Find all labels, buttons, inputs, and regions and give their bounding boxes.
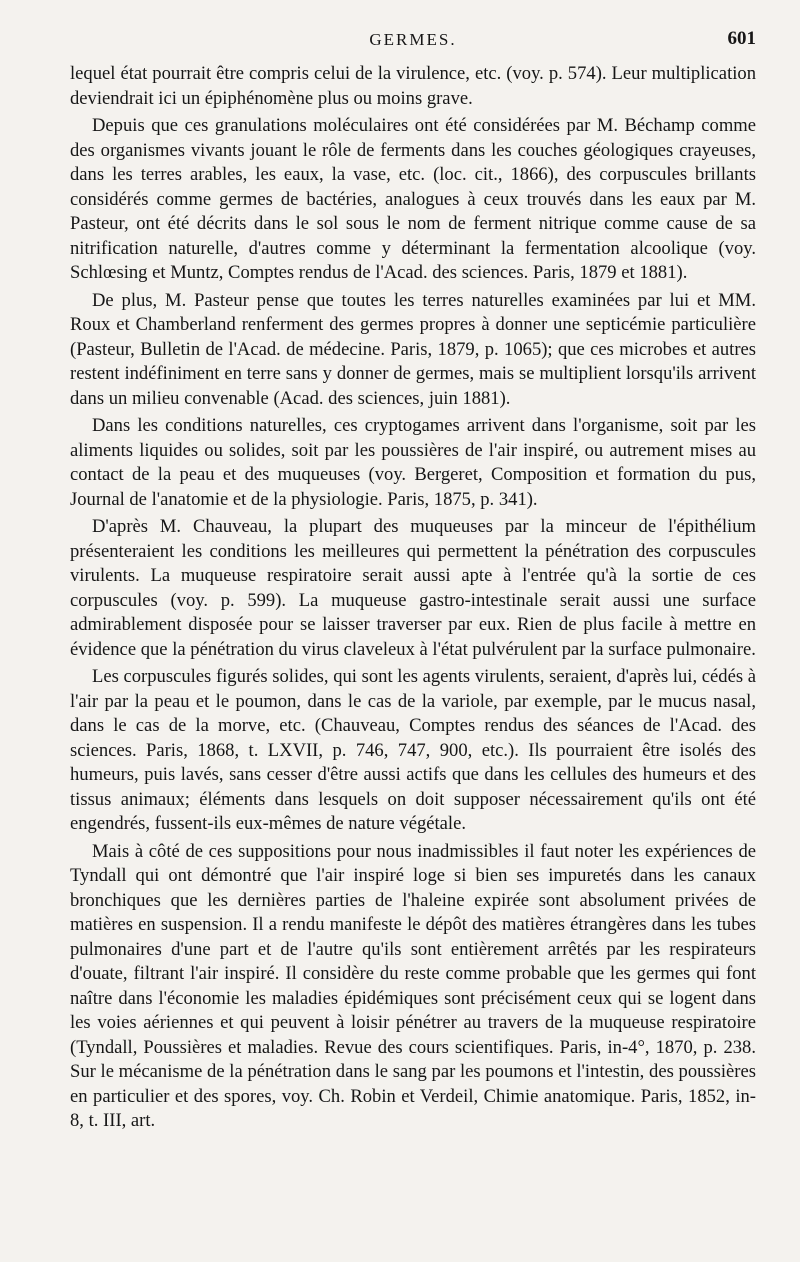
paragraph-2: Depuis que ces granulations moléculaires ont été considérées par M. Béchamp comme des organismes vivants jouant le rôle de ferments dans les couches géologiques crayeuses, dans les terres arables, les eaux, la vase, etc. (loc. cit., 1866), des corpuscules brillants considérés comme germes de bactéries, analogues à ceux trouvés dans les eaux par M. Pasteur, ont été décrits dans le sol sous le nom de ferment nitrique comme cause de sa nitrification naturelle, d'autres comme y déterminant la fermentation alcoolique (voy. Schlœsing et Muntz, Comptes rendus de l'Acad. des sciences. Paris, 1879 et 1881).: [70, 115, 756, 283]
paragraph-4: Dans les conditions naturelles, ces cryptogames arrivent dans l'organisme, soit par les aliments liquides ou solides, soit par les poussières de l'air inspiré, ou autrement mises au contact de la peau et des muqueuses (voy. Bergeret, Composition et formation du pus, Journal de l'anatomie et de la physiologie. Paris, 1875, p. 341).: [70, 415, 756, 510]
paragraph-6: Les corpuscules figurés solides, qui sont les agents virulents, seraient, d'après lui, cédés à l'air par la peau et le poumon, dans le cas de la variole, par exemple, par le mucus nasal, dans le cas de la morve, etc. (Chauveau, Comptes rendus des séances de l'Acad. des sciences. Paris, 1868, t. LXVII, p. 746, 747, 900, etc.). Ils pourraient être isolés des humeurs, puis lavés, sans cesser d'être aussi actifs que dans les cellules des humeurs et des tissus animaux; éléments dans lesquels on doit supposer nécessairement qu'ils ont été engendrés, fussent-ils eux-mêmes de nature végétale.: [70, 666, 756, 834]
paragraph-3: De plus, M. Pasteur pense que toutes les terres naturelles examinées par lui et MM. Roux et Chamberland renferment des germes propres à donner une septicémie particulière (Pasteur, Bulletin de l'Acad. de médecine. Paris, 1879, p. 1065); que ces microbes et autres restent indéfiniment en terre sans y donner de germes, mais se multiplient lorsqu'ils arrivent dans un milieu convenable (Acad. des sciences, juin 1881).: [70, 289, 756, 409]
page-number: 601: [727, 28, 756, 49]
paragraph-7: Mais à côté de ces suppositions pour nous inadmissibles il faut noter les expériences de Tyndall qui ont démontré que l'air inspiré loge si bien ses impuretés dans les canaux bronchiques que les dernières parties de l'haleine expirée sont absolument privées de matières en suspension. Il a rendu manifeste le dépôt des matières étrangères dans les tubes pulmonaires d'une part et de l'autre qu'ils sont entièrement arrêtés par les respirateurs d'ouate, filtrant l'air inspiré. Il considère du reste comme probable que les germes qui font naître dans l'économie les maladies épidémiques sont précisément ceux qui se logent dans les voies aériennes et qui peuvent à loisir pénétrer au travers de la muqueuse respiratoire (Tyndall, Poussières et maladies. Revue des cours scientifiques. Paris, in-4°, 1870, p. 238. Sur le mécanisme de la pénétration dans le sang par les poumons et l'intestin, des poussières en particulier et des spores, voy. Ch. Robin et Verdeil, Chimie anatomique. Paris, 1852, in-8, t. III, art.: [70, 840, 756, 1131]
running-head: GERMES.: [369, 30, 457, 49]
paragraph-5: D'après M. Chauveau, la plupart des muqueuses par la minceur de l'épithélium présenteraient les conditions les meilleures qui permettent la pénétration des corpuscules virulents. La muqueuse respiratoire serait aussi apte à l'entrée qu'à la sortie de ces corpuscules (voy. p. 599). La muqueuse gastro-intestinale serait aussi une surface admirablement disposée pour se laisser traverser par eux. Rien de plus facile à mettre en évidence que la pénétration du virus claveleux à l'état pulvérulent par la surface pulmonaire.: [70, 516, 756, 660]
page-body: [70, 62, 756, 1134]
paragraph-1: lequel état pourrait être compris celui de la virulence, etc. (voy. p. 574). Leur multiplication deviendrait ici un épiphénomène plus ou moins grave.: [70, 63, 756, 109]
page-header: [70, 30, 756, 56]
